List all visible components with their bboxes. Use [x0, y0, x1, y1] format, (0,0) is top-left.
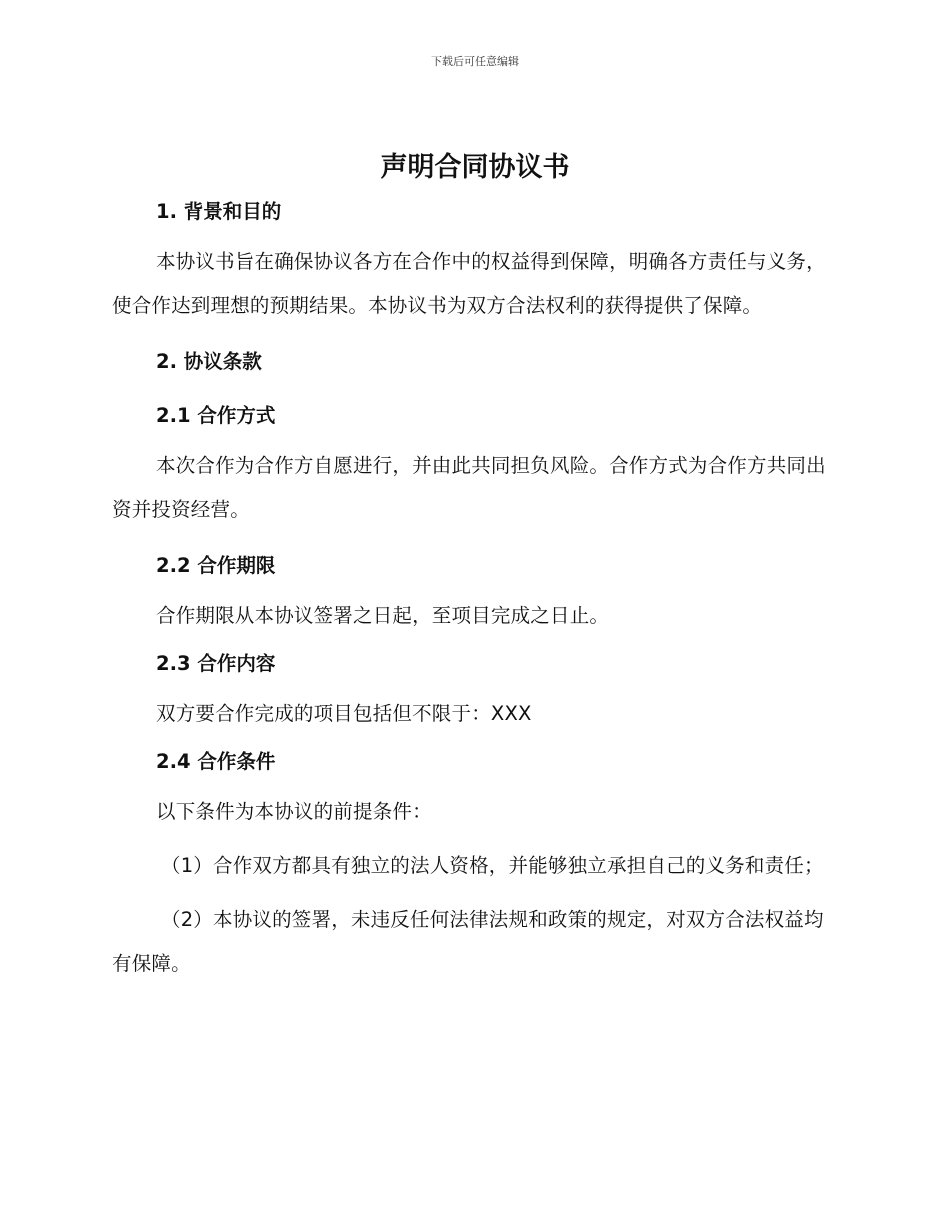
section-heading-2-3: 2.3 合作内容: [156, 652, 276, 675]
section-heading-2-4: 2.4 合作条件: [156, 750, 276, 773]
section-heading-2-2: 2.2 合作期限: [156, 554, 276, 577]
paragraph-background: 本协议书旨在确保协议各方在合作中的权益得到保障，明确各方责任与义务，使合作达到理想的预期结果。本协议书为双方合法权利的获得提供了保障。: [112, 250, 826, 317]
section-heading-1: 1. 背景和目的: [156, 200, 282, 223]
section-heading-2: 2. 协议条款: [156, 350, 262, 373]
paragraph-cooperation-content: 双方要合作完成的项目包括但不限于：XXX: [156, 702, 532, 725]
paragraph-cooperation-mode: 本次合作为合作方自愿进行，并由此共同担负风险。合作方式为合作方共同出资并投资经营。: [112, 454, 826, 521]
document-title: 声明合同协议书: [380, 152, 570, 183]
list-item-condition-1: （1）合作双方都具有独立的法人资格，并能够独立承担自己的义务和责任；: [161, 854, 824, 877]
list-item-condition-2: （2）本协议的签署，未违反任何法律法规和政策的规定，对双方合法权益均有保障。: [112, 908, 824, 975]
section-heading-2-1: 2.1 合作方式: [156, 404, 276, 427]
document-body: [112, 196, 832, 996]
page-header-note: 下载后可任意编辑: [431, 55, 519, 68]
paragraph-cooperation-term: 合作期限从本协议签署之日起，至项目完成之日止。: [156, 604, 610, 627]
paragraph-cooperation-conditions: 以下条件为本协议的前提条件：: [156, 800, 432, 823]
